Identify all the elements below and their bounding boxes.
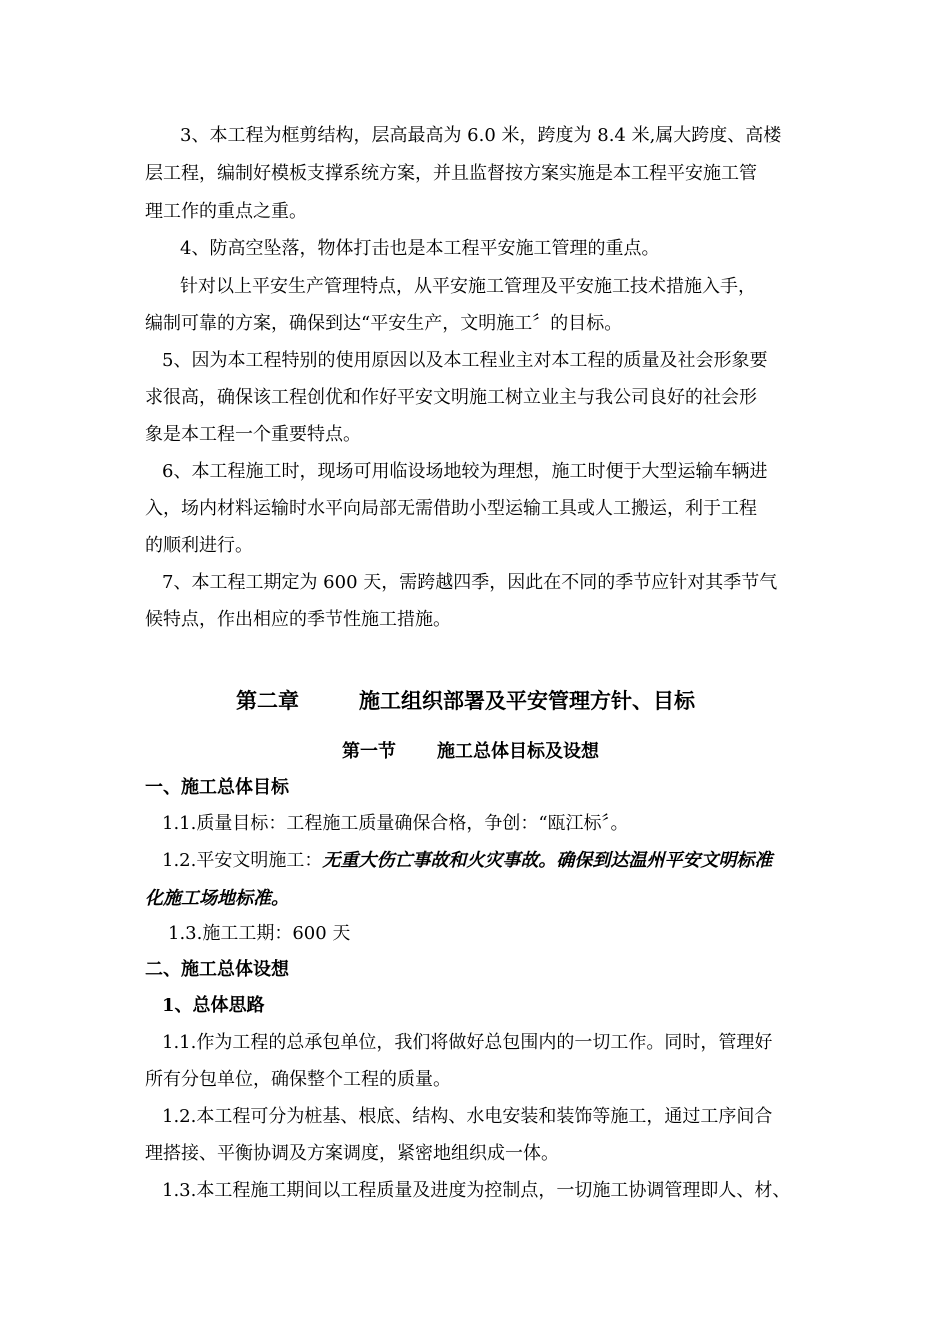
approach-2-line-1: 1.2.本工程可分为桩基、根底、结构、水电安装和装饰等施工，通过工序间合 — [162, 1106, 773, 1127]
approach-1-line-1: 1.1.作为工程的总承包单位，我们将做好总包围内的一切工作。同时，管理好 — [162, 1032, 773, 1053]
safety-goal-label: 1.2.平安文明施工： — [162, 850, 323, 871]
chapter-title: 施工组织部署及平安管理方针、目标 — [359, 688, 695, 713]
paragraph-3-line-2: 层工程，编制好模板支撑系统方案，并且监督按方案实施是本工程平安施工管 — [145, 163, 757, 184]
paragraph-3-line-1: 3、本工程为框剪结构，层高最高为 6.0 米，跨度为 8.4 米,属大跨度、高楼 — [180, 125, 782, 146]
section-title: 施工总体目标及设想 — [437, 741, 599, 762]
paragraph-5-line-3: 象是本工程一个重要特点。 — [145, 424, 361, 445]
approach-3-line-1: 1.3.本工程施工期间以工程质量及进度为控制点，一切施工协调管理即人、材、 — [162, 1180, 791, 1201]
paragraph-7-line-1: 7、本工程工期定为 600 天，需跨越四季，因此在不同的季节应针对其季节气 — [162, 572, 778, 593]
construction-period: 1.3.施工工期：600 天 — [168, 923, 351, 944]
safety-goal-line-2: 化施工场地标准。 — [145, 888, 289, 909]
paragraph-6-line-3: 的顺利进行。 — [145, 535, 253, 556]
quality-goal: 1.1.质量目标：工程施工质量确保合格，争创：“瓯江标〞。 — [162, 813, 629, 834]
subheading-overall-approach: 1、总体思路 — [162, 995, 265, 1016]
heading-overall-plan: 二、施工总体设想 — [145, 959, 289, 980]
paragraph-6-line-1: 6、本工程施工时，现场可用临设场地较为理想，施工时便于大型运输车辆进 — [162, 461, 768, 482]
approach-1-line-2: 所有分包单位，确保整个工程的质量。 — [145, 1069, 451, 1090]
paragraph-5-line-1: 5、因为本工程特别的使用原因以及本工程业主对本工程的质量及社会形象要 — [162, 350, 768, 371]
summary-line-2: 编制可靠的方案，确保到达“平安生产，文明施工〞的目标。 — [145, 313, 623, 334]
safety-goal-line-1 — [162, 849, 772, 873]
paragraph-5-line-2: 求很高，确保该工程创优和作好平安文明施工树立业主与我公司良好的社会形 — [145, 387, 757, 408]
safety-goal-text: 无重大伤亡事故和火灾事故。确保到达温州平安文明标准 — [322, 850, 773, 871]
heading-overall-goals: 一、施工总体目标 — [145, 777, 289, 798]
paragraph-4-line-1: 4、防高空坠落，物体打击也是本工程平安施工管理的重点。 — [180, 238, 660, 259]
section-number: 第一节 — [342, 741, 396, 762]
chapter-number: 第二章 — [236, 688, 299, 713]
paragraph-6-line-2: 入，场内材料运输时水平向局部无需借助小型运输工具或人工搬运，利于工程 — [145, 498, 757, 519]
summary-line-1: 针对以上平安生产管理特点，从平安施工管理及平安施工技术措施入手， — [180, 276, 756, 297]
paragraph-7-line-2: 候特点，作出相应的季节性施工措施。 — [145, 609, 451, 630]
paragraph-3-line-3: 理工作的重点之重。 — [145, 201, 307, 222]
approach-2-line-2: 理搭接、平衡协调及方案调度，紧密地组织成一体。 — [145, 1143, 559, 1164]
